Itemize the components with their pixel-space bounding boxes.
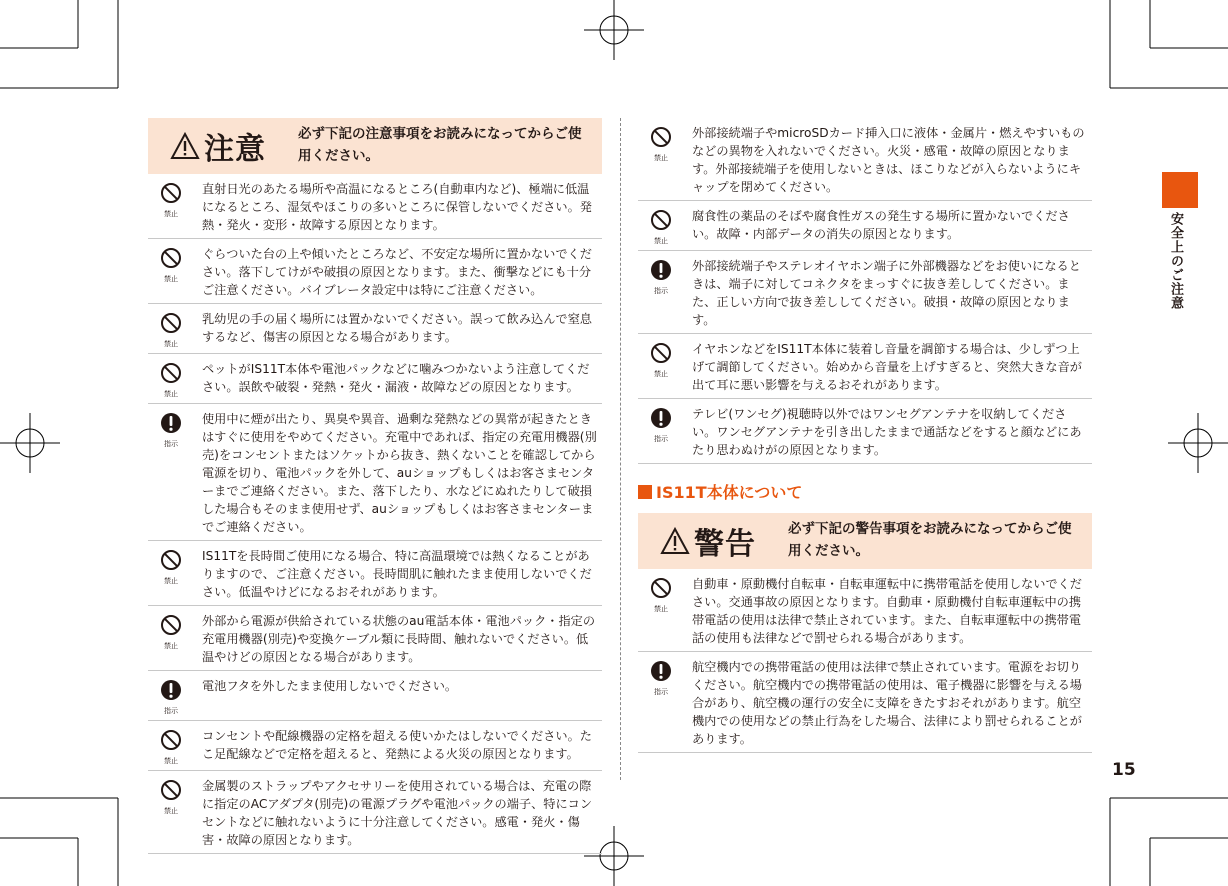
- side-tab-marker: [1162, 172, 1198, 208]
- list-item: [638, 251, 1092, 334]
- icon-label: 禁止: [164, 340, 178, 348]
- item-text: 直射日光のあたる場所や高温になるところ(自動車内など)、極端に低温になるところ、湿気やほこりの多いところに保管しないでください。発熱・発火・変形・故障する原因となります。: [202, 182, 592, 232]
- list-item: [148, 721, 602, 771]
- left-item-list: [148, 174, 602, 854]
- list-item: [148, 404, 602, 541]
- instruction-icon: [160, 412, 182, 438]
- page-number: 15: [1112, 760, 1136, 780]
- item-text: 金属製のストラップやアクセサリーを使用されている場合は、充電の際に指定のACアダプタ(別売)の電源プラグや電池パックの端子、特にコンセントなどに触れないように十分注意してください。感電・発火・傷害・故障の原因となります。: [202, 779, 593, 847]
- item-icon-box: [148, 547, 194, 601]
- warning-title: 警告: [694, 527, 756, 562]
- item-text: IS11Tを長時間ご使用になる場合、特に高温環境では熱くなることがありますので、ご注意ください。長時間肌に触れたまま使用しないでください。低温やけどになるおそれがあります。: [202, 549, 592, 599]
- item-icon-box: [148, 180, 194, 234]
- right-item-list-2: [638, 569, 1092, 753]
- item-text: テレビ(ワンセグ)視聴時以外ではワンセグアンテナを収納してください。ワンセグアンテナを引き出したままで通話などをすると顔などにあたり思わぬけがの原因となります。: [692, 407, 1082, 457]
- list-item: [148, 239, 602, 304]
- item-icon-box: [638, 207, 684, 246]
- icon-label: 禁止: [164, 757, 178, 765]
- prohibited-icon: [650, 209, 672, 235]
- prohibited-icon: [160, 549, 182, 575]
- icon-label: 禁止: [164, 577, 178, 585]
- item-icon-box: [148, 727, 194, 766]
- prohibited-icon: [650, 342, 672, 368]
- item-icon-box: [638, 257, 684, 329]
- item-icon-box: [148, 612, 194, 666]
- item-icon-box: [638, 575, 684, 647]
- list-item: [148, 174, 602, 239]
- item-icon-box: [148, 310, 194, 349]
- prohibited-icon: [160, 779, 182, 805]
- right-column: [638, 118, 1092, 753]
- icon-label: 指示: [654, 688, 668, 696]
- item-text: 自動車・原動機付自転車・自転車運転中に携帯電話を使用しないでください。交通事故の原因となります。自動車・原動機付自転車運転中の携帯電話の使用は法律で禁止されています。また、自転車運転中の携帯電話の使用も法律などで罰せられる場合があります。: [692, 577, 1082, 645]
- right-item-list: [638, 118, 1092, 464]
- item-text: 電池フタを外したまま使用しないでください。: [202, 679, 458, 693]
- prohibited-icon: [160, 247, 182, 273]
- item-text: 外部接続端子やステレオイヤホン端子に外部機器などをお使いになるときは、端子に対してコネクタをまっすぐに抜き差ししてください。また、正しい方向で抜き差ししてください。破損・故障の原因となります。: [692, 259, 1081, 327]
- icon-label: 指示: [164, 440, 178, 448]
- prohibited-icon: [160, 729, 182, 755]
- item-icon-box: [148, 360, 194, 399]
- icon-label: 禁止: [654, 605, 668, 613]
- caution-message: 必ず下記の注意事項をお読みになってからご使用ください。: [298, 126, 582, 164]
- item-text: ペットがIS11T本体や電池パックなどに噛みつかないよう注意してください。誤飲や破裂・発熱・発火・漏液・故障などの原因となります。: [202, 362, 590, 394]
- caution-title: 注意: [204, 132, 266, 167]
- icon-label: 禁止: [164, 275, 178, 283]
- item-text: 腐食性の薬品のそばや腐食性ガスの発生する場所に置かないでください。故障・内部データの消失の原因となります。: [692, 209, 1070, 241]
- list-item: [148, 541, 602, 606]
- item-icon-box: [638, 340, 684, 394]
- warning-triangle-icon: [170, 132, 200, 160]
- list-item: [638, 569, 1092, 652]
- item-icon-box: [638, 405, 684, 459]
- item-icon-box: [148, 677, 194, 716]
- prohibited-icon: [650, 126, 672, 152]
- icon-label: 禁止: [654, 237, 668, 245]
- instruction-icon: [160, 679, 182, 705]
- instruction-icon: [650, 660, 672, 686]
- list-item: [148, 606, 602, 671]
- instruction-icon: [650, 259, 672, 285]
- item-text: 外部接続端子やmicroSDカード挿入口に液体・金属片・燃えやすいものなどの異物を入れないでください。火災・感電・故障の原因となります。外部接続端子を使用しないときは、ほこりなどが入らないようにキャップを閉めてください。: [692, 126, 1085, 194]
- prohibited-icon: [160, 614, 182, 640]
- item-text: コンセントや配線機器の定格を超える使いかたはしないでください。たこ足配線などで定格を超えると、発熱による火災の原因となります。: [202, 729, 592, 761]
- list-item: [148, 354, 602, 404]
- item-text: イヤホンなどをIS11T本体に装着し音量を調節する場合は、少しずつ上げて調節してください。始めから音量を上げすぎると、突然大きな音が出て耳に悪い影響を与えるおそれがあります。: [692, 342, 1082, 392]
- icon-label: 指示: [654, 435, 668, 443]
- prohibited-icon: [160, 312, 182, 338]
- icon-label: 禁止: [164, 807, 178, 815]
- list-item: [638, 652, 1092, 753]
- warning-triangle-icon: [660, 527, 690, 555]
- prohibited-icon: [650, 577, 672, 603]
- section-heading: [638, 480, 1092, 503]
- warning-banner: [638, 513, 1092, 569]
- column-divider: [620, 118, 621, 780]
- item-text: 乳幼児の手の届く場所には置かないでください。誤って飲み込んで窒息するなど、傷害の原因となる場合があります。: [202, 312, 592, 344]
- prohibited-icon: [160, 182, 182, 208]
- instruction-icon: [650, 407, 672, 433]
- item-icon-box: [148, 245, 194, 299]
- section-square-icon: [638, 485, 652, 499]
- item-text: 航空機内での携帯電話の使用は法律で禁止されています。電源をお切りください。航空機内での携帯電話の使用は、電子機器に影響を与える場合があり、航空機の運行の安全に支障をきたすおそれがあります。航空機内での使用などの禁止行為をした場合、法律により罰せられることがあります。: [692, 660, 1082, 746]
- icon-label: 指示: [654, 287, 668, 295]
- list-item: [148, 671, 602, 721]
- icon-label: 禁止: [164, 210, 178, 218]
- item-icon-box: [148, 410, 194, 536]
- item-text: 使用中に煙が出たり、異臭や異音、過剰な発熱などの異常が起きたときはすぐに使用をやめてください。充電中であれば、指定の充電用機器(別売)をコンセントまたはソケットから抜き、熱くないことを確認してから電源を切り、電池パックを外して、auショップもしくはお客さまセンターまでご連絡ください。また、落下したり、水などにぬれたりして破損した場合もそのまま使用せず、auショップもしくはお客さまセンターまでご連絡ください。: [202, 412, 597, 534]
- section-title: IS11T本体について: [656, 483, 803, 502]
- icon-label: 禁止: [654, 370, 668, 378]
- left-column: [148, 118, 602, 854]
- icon-label: 指示: [164, 707, 178, 715]
- prohibited-icon: [160, 362, 182, 388]
- list-item: [638, 118, 1092, 201]
- icon-label: 禁止: [164, 390, 178, 398]
- list-item: [638, 334, 1092, 399]
- item-text: 外部から電源が供給されている状態のau電話本体・電池パック・指定の充電用機器(別売)や変換ケーブル類に長時間、触れないでください。低温やけどの原因となる場合があります。: [202, 614, 596, 664]
- item-icon-box: [638, 124, 684, 196]
- icon-label: 禁止: [164, 642, 178, 650]
- list-item: [148, 304, 602, 354]
- icon-label: 禁止: [654, 154, 668, 162]
- item-icon-box: [148, 777, 194, 849]
- caution-banner: [148, 118, 602, 174]
- warning-message: 必ず下記の警告事項をお読みになってからご使用ください。: [788, 521, 1072, 559]
- item-text: ぐらついた台の上や傾いたところなど、不安定な場所に置かないでください。落下してけがや破損の原因となります。また、衝撃などにも十分ご注意ください。バイブレータ設定中は特にご注意ください。: [202, 247, 592, 297]
- item-icon-box: [638, 658, 684, 748]
- list-item: [148, 771, 602, 854]
- side-tab-label: 安全上のご注意: [1168, 212, 1183, 310]
- list-item: [638, 399, 1092, 464]
- list-item: [638, 201, 1092, 251]
